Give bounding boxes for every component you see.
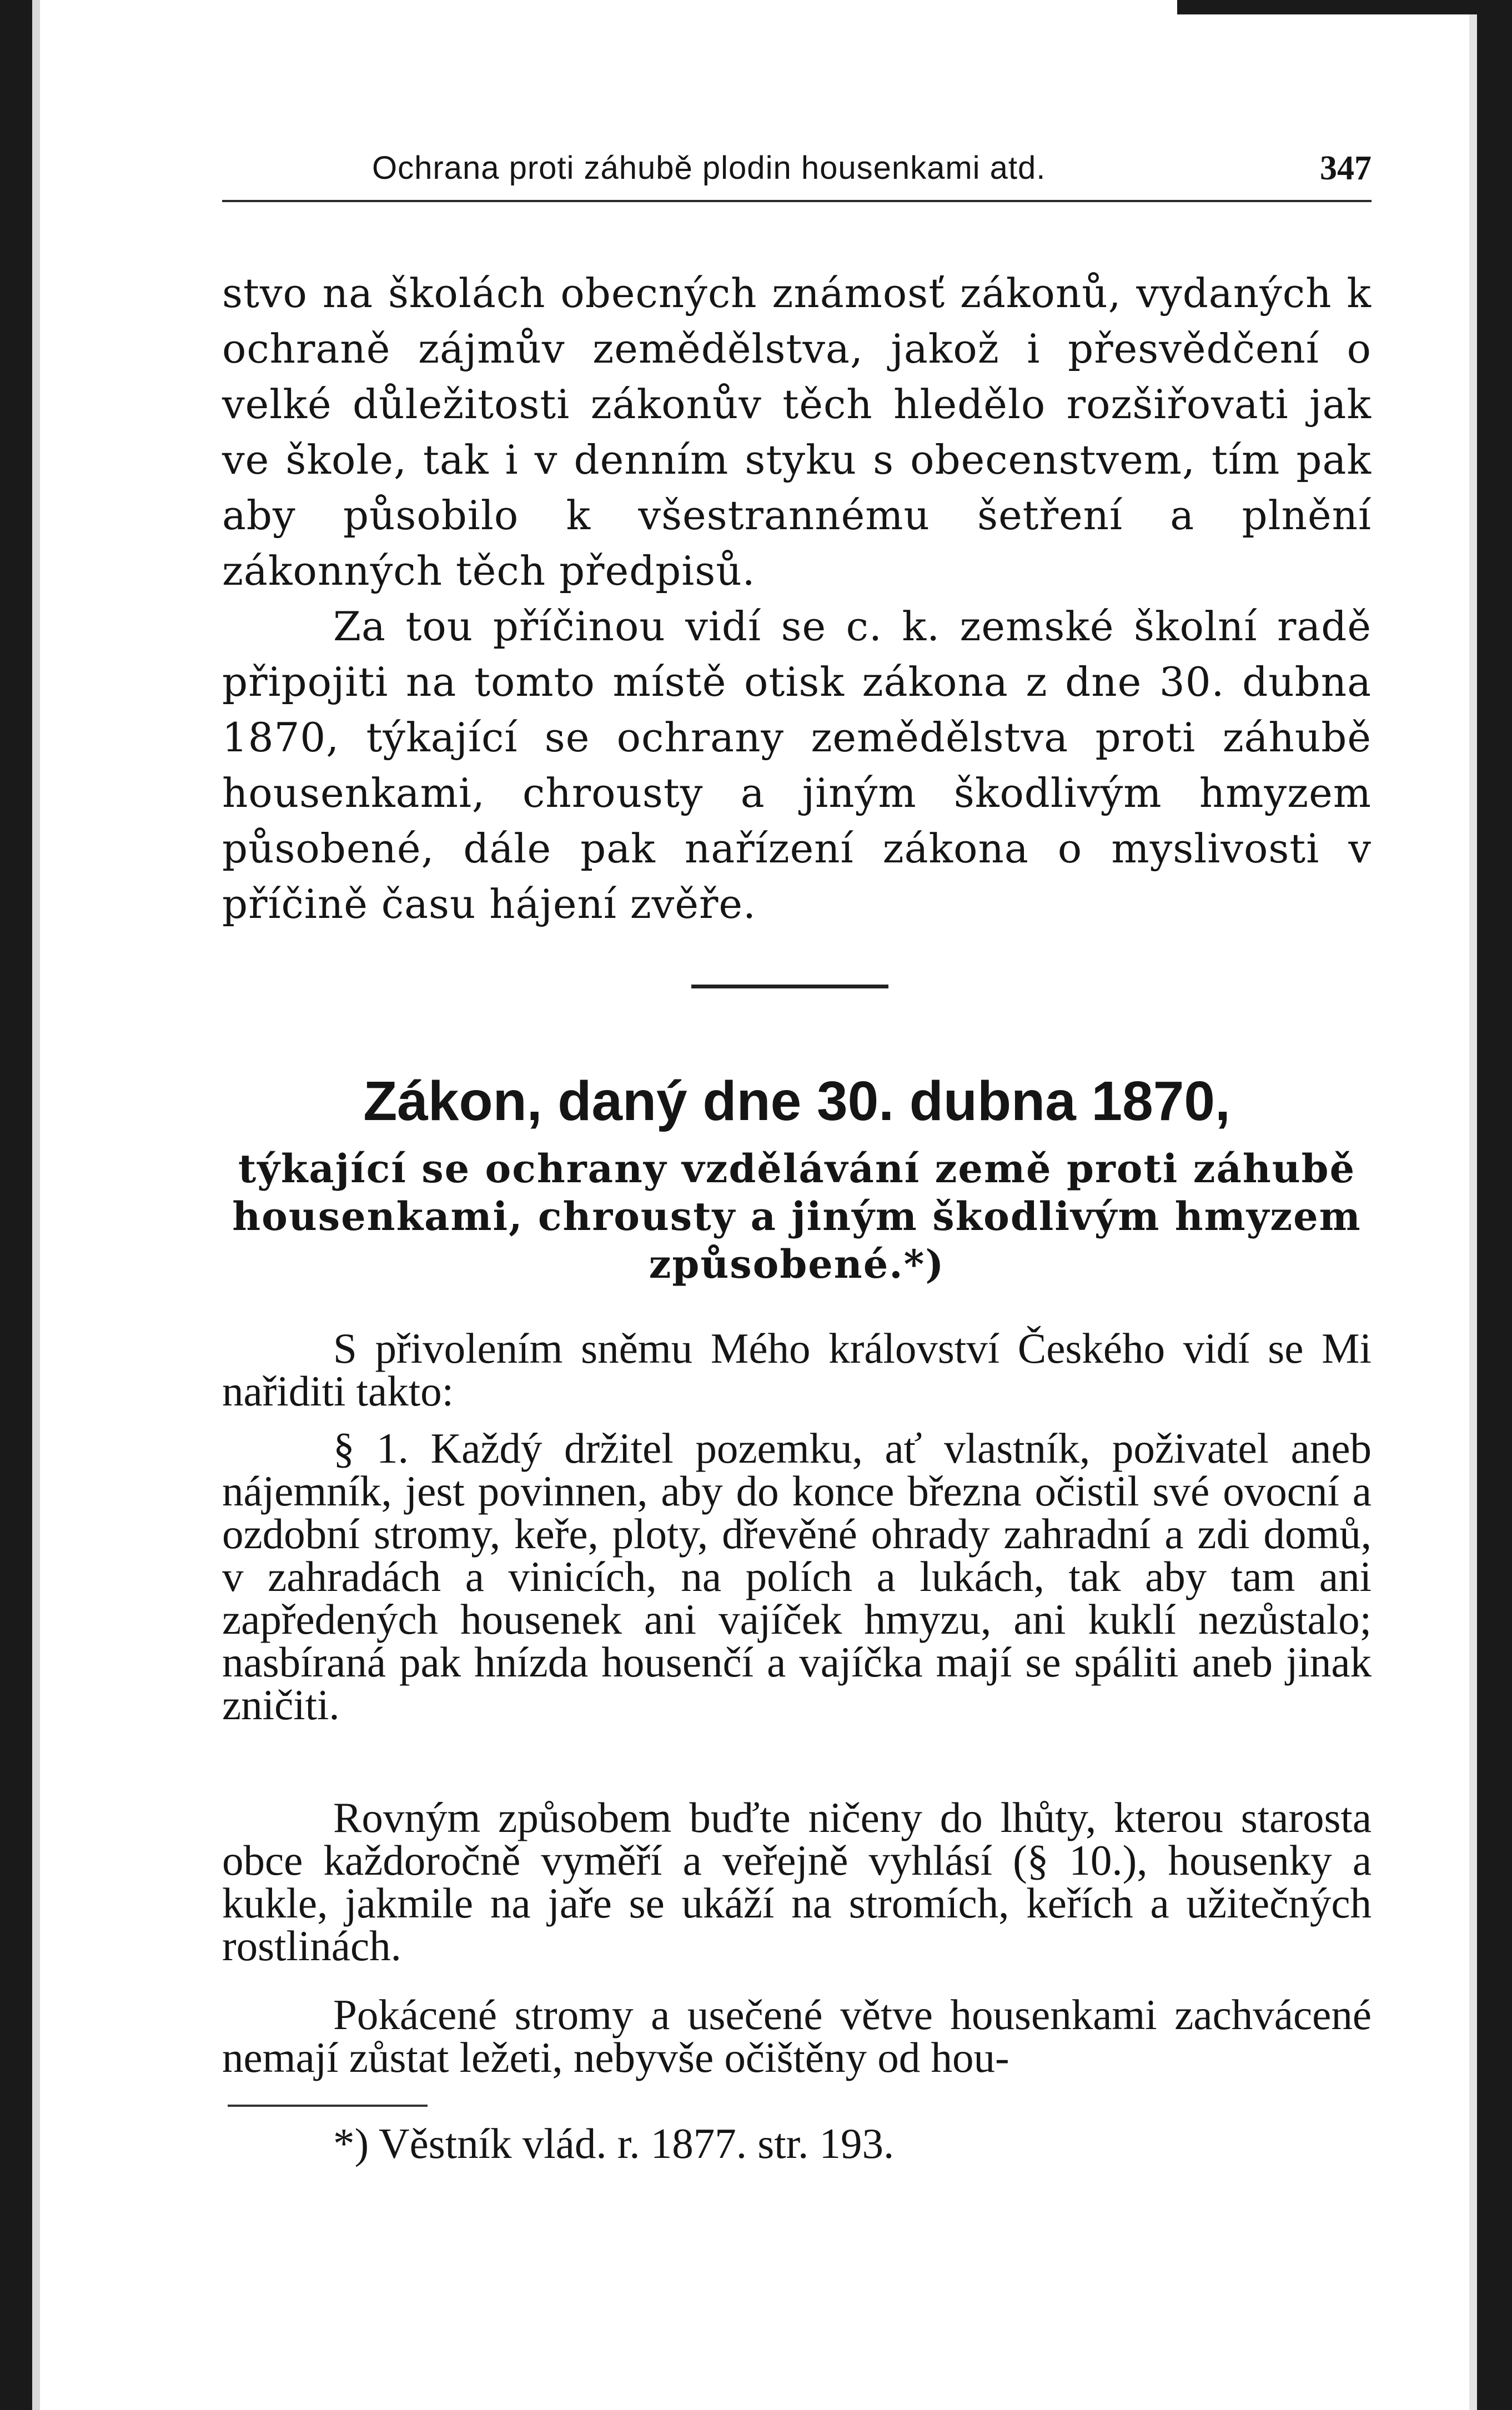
law-subtitle: týkající se ochrany vzdělávání země proti záhubě housenkami, chrousty a jiným škodlivým hmyzem způsobené.*) xyxy=(232,1146,1362,1287)
section-divider xyxy=(691,985,888,988)
scan-border-left xyxy=(0,0,32,2410)
running-title: Ochrana proti záhubě plodin housenkami atd. xyxy=(372,150,1046,186)
law-paragraph-3 xyxy=(222,1991,1372,2081)
law-preamble xyxy=(222,1324,1372,1415)
law-section-1 xyxy=(222,1424,1372,1729)
footnote-rule xyxy=(228,2105,428,2107)
law-preamble-text: S přivolením sněmu Mého království Českého vidí se Mi nařiditi takto: xyxy=(222,1324,1372,1415)
intro-paragraph-1: stvo na školách obecných známosť zákonů, vydaných k ochraně zájmův zemědělstva, jakož i přesvědčení o velké důležitosti zákonův těch hledělo rozšiřovati jak ve škole, tak i v denním styku s obecenstvem, tím pak aby působilo k všestrannému šetření a plnění zákonných těch předpisů. xyxy=(222,270,1372,594)
intro-paragraph-2 xyxy=(222,599,1372,932)
law-section-1-text: § 1. Každý držitel pozemku, ať vlastník, poživatel aneb nájemník, jest povinnen, aby do konce března očistil své ovocní a ozdobní stromy, keře, ploty, dřevěné ohrady zahradní a zdi domů, v zahradách a vinicích, na polích a lukách, tak aby tam ani zapředených housenek ani vajíček hmyzu, ani kuklí nezůstalo; nasbíraná pak hnízda housenčí a vajíčka mají se spáliti aneb jinak zničiti. xyxy=(222,1424,1372,1729)
scan-border-top xyxy=(1177,0,1477,14)
law-paragraph-3-text: Pokácené stromy a usečené větve housenkami zachvácené nemají zůstat ležeti, nebyvše očištěny od hou- xyxy=(222,1991,1372,2081)
running-head xyxy=(222,143,1372,193)
scan-border-right-inner xyxy=(1469,0,1477,2410)
footnote: *) Věstník vlád. r. 1877. str. 193. xyxy=(333,2120,895,2167)
law-paragraph-2 xyxy=(222,1794,1372,1970)
scan-border-left-inner xyxy=(32,0,40,2410)
scan-border-right xyxy=(1477,0,1512,2410)
intro-paragraph-2-text: Za tou příčinou vidí se c. k. zemské školní radě připojiti na tomto místě otisk zákona z dne 30. dubna 1870, týkající se ochrany zemědělstva proti záhubě housenkami, chrousty a jiným škodlivým hmyzem působené, dále pak nařízení zákona o myslivosti v příčině času hájení zvěře. xyxy=(222,603,1372,927)
law-title: Zákon, daný dne 30. dubna 1870, xyxy=(363,1070,1230,1132)
law-paragraph-2-text: Rovným způsobem buďte ničeny do lhůty, kterou starosta obce každoročně vyměří a veřejně vyhlásí (§ 10.), housenky a kukle, jakmile na jaře se ukáží na stromích, keřích a užitečných rostlinách. xyxy=(222,1794,1372,1970)
header-rule xyxy=(222,200,1372,202)
page-number: 347 xyxy=(1320,149,1372,187)
